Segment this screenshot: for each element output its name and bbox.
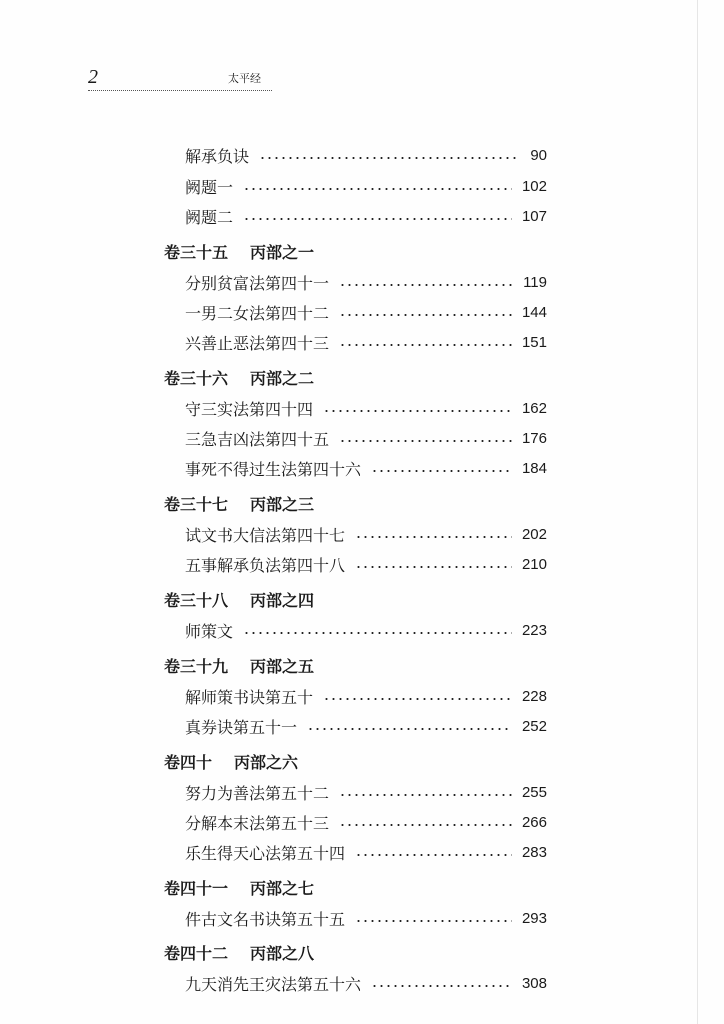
toc-volume-heading [164,362,554,392]
entry-title: 事死不得过生法第四十六 [185,459,362,479]
entry-title: 一男二女法第四十二 [185,303,330,323]
entry-page-number: 90 [530,146,547,164]
dot-leader [339,344,512,346]
part-label: 丙部之八 [250,943,315,963]
toc-entry [185,777,547,807]
entry-page-number: 308 [521,974,547,992]
entry-page-number: 266 [521,813,547,831]
entry-page-number: 293 [521,909,547,927]
page-edge-shadow [697,0,698,1024]
entry-page-number: 228 [521,687,547,705]
toc-entry [185,903,547,933]
dot-leader [323,410,512,412]
entry-title: 三急吉凶法第四十五 [185,429,330,449]
toc-entry [185,423,547,453]
volume-label: 卷四十 [164,752,213,772]
dot-leader [243,632,512,634]
entry-page-number: 283 [521,843,547,861]
toc-entry [185,549,547,579]
entry-title: 试文书大信法第四十七 [185,525,346,545]
entry-title: 解承负诀 [185,146,250,166]
part-label: 丙部之七 [250,878,315,898]
dot-leader [355,566,512,568]
entry-page-number: 119 [523,273,547,291]
toc-entry [185,711,547,741]
dot-leader [259,157,520,159]
toc-volume-heading [164,584,554,614]
volume-label: 卷三十六 [164,368,229,388]
entry-page-number: 176 [521,429,547,447]
dot-leader [339,824,512,826]
entry-title: 解师策书诀第五十 [185,687,314,707]
part-label: 丙部之二 [250,368,315,388]
entry-title: 五事解承负法第四十八 [185,555,346,575]
entry-title: 分别贫富法第四十一 [185,273,330,293]
toc-entry [185,393,547,423]
entry-page-number: 144 [521,303,547,321]
entry-page-number: 102 [521,177,547,195]
page-number: 2 [88,66,98,88]
volume-label: 卷三十九 [164,656,229,676]
entry-title: 守三实法第四十四 [185,399,314,419]
entry-page-number: 202 [521,525,547,543]
part-label: 丙部之一 [250,242,315,262]
toc-entry [185,140,547,170]
toc-entry [185,201,547,231]
entry-title: 乐生得天心法第五十四 [185,843,346,863]
entry-page-number: 162 [521,399,547,417]
entry-page-number: 255 [521,783,547,801]
entry-title: 努力为善法第五十二 [185,783,330,803]
volume-label: 卷三十八 [164,590,229,610]
toc-entry [185,453,547,483]
toc-entry [185,519,547,549]
volume-label: 卷三十五 [164,242,229,262]
volume-label: 卷四十二 [164,943,229,963]
toc-entry [185,968,547,998]
toc-volume-heading [164,488,554,518]
dot-leader [339,314,512,316]
entry-title: 阙题二 [185,207,234,227]
dot-leader [243,218,512,220]
entry-title: 兴善止恶法第四十三 [185,333,330,353]
entry-title: 真券诀第五十一 [185,717,298,737]
entry-page-number: 223 [521,621,547,639]
dot-leader [339,284,513,286]
part-label: 丙部之四 [250,590,315,610]
entry-title: 阙题一 [185,177,234,197]
toc-volume-heading [164,236,554,266]
dot-leader [339,794,512,796]
toc-entry [185,171,547,201]
toc-entry [185,327,547,357]
dot-leader [323,698,512,700]
dot-leader [355,854,512,856]
dot-leader [307,728,512,730]
entry-page-number: 151 [521,333,547,351]
entry-title: 师策文 [185,621,234,641]
toc-entry [185,267,547,297]
entry-title: 分解本末法第五十三 [185,813,330,833]
entry-title: 九天消先王灾法第五十六 [185,974,362,994]
entry-page-number: 210 [521,555,547,573]
dot-leader [371,985,512,987]
volume-label: 卷三十七 [164,494,229,514]
dot-leader [355,920,512,922]
toc-volume-heading [164,937,554,967]
toc-entry [185,807,547,837]
entry-page-number: 184 [521,459,547,477]
volume-label: 卷四十一 [164,878,229,898]
part-label: 丙部之五 [250,656,315,676]
part-label: 丙部之三 [250,494,315,514]
dot-leader [339,440,512,442]
entry-page-number: 252 [521,717,547,735]
dot-leader [355,536,512,538]
dot-leader [371,470,512,472]
dot-leader [243,188,512,190]
entry-page-number: 107 [521,207,547,225]
toc-entry [185,837,547,867]
toc-entry [185,681,547,711]
toc-entry [185,297,547,327]
toc-entry [185,615,547,645]
book-title: 太平经 [228,72,261,85]
entry-title: 件古文名书诀第五十五 [185,909,346,929]
toc-volume-heading [164,872,554,902]
toc-volume-heading [164,650,554,680]
part-label: 丙部之六 [234,752,299,772]
toc-volume-heading [164,746,554,776]
